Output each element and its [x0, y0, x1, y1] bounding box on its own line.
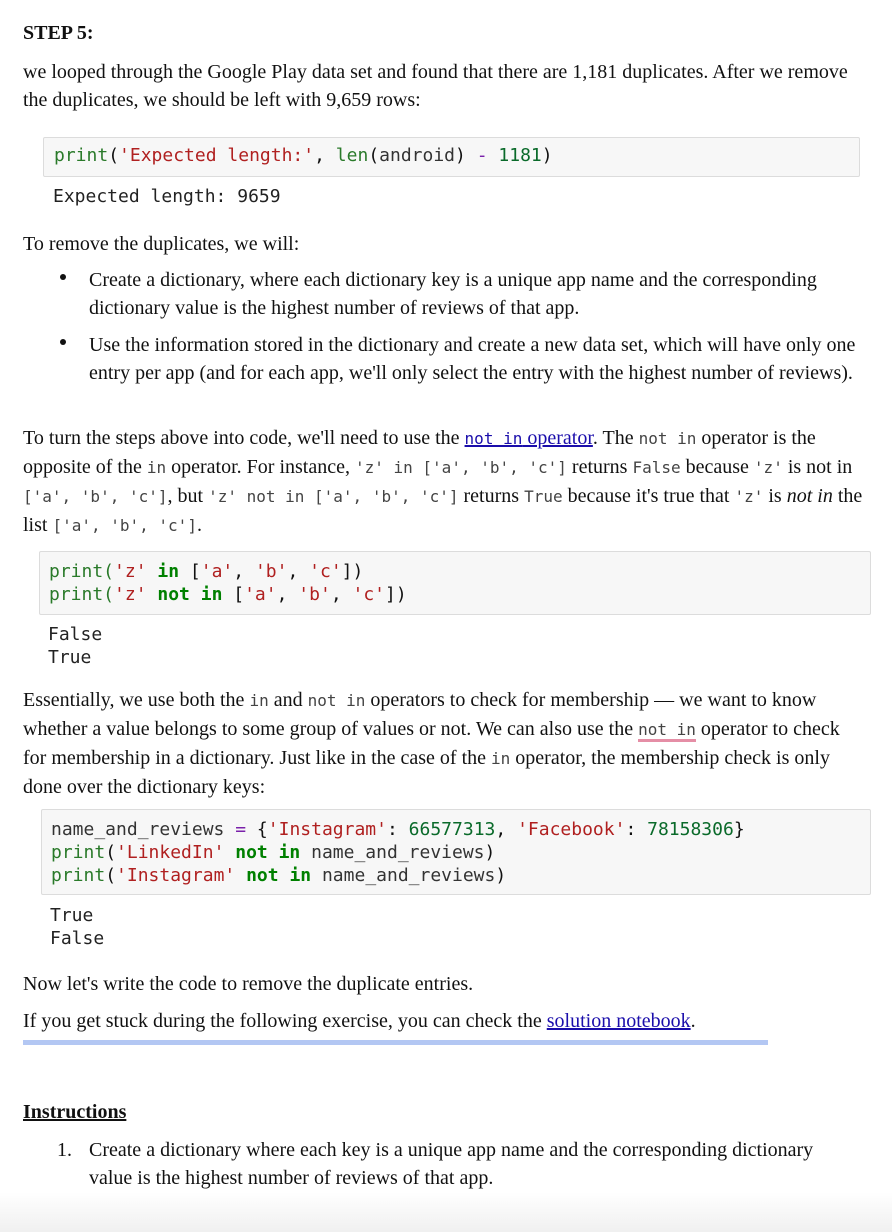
code-token: print — [54, 145, 109, 166]
output-in-not-in: False True — [48, 624, 103, 668]
membership-paragraph: Essentially, we use both the in and not in operators to check for membership — we want to know whether a value belongs to some group of values or not. We can also use the not in operator to check for membership in a dictionary. Just like in the case of the in operator, the membership check is only done over the dictionary keys: — [23, 689, 840, 798]
bottom-fade — [0, 1192, 892, 1232]
bullet-item: Create a dictionary, where each dictionary key is a unique app name and the corresponding dictionary value is the highest number of reviews of that app. — [89, 269, 817, 319]
code-token: 1181 — [498, 145, 542, 166]
solution-notebook-link[interactable]: solution notebook — [546, 1010, 691, 1032]
not-in-operator-link[interactable]: not in operator — [464, 427, 593, 449]
output-dictionary-membership: True False — [50, 905, 105, 949]
section-divider — [23, 1040, 768, 1045]
code-cell-in-not-in[interactable]: print('z' in ['a', 'b', 'c']) print('z' not in ['a', 'b', 'c']) — [39, 551, 871, 615]
code-cell-dictionary-membership[interactable]: name_and_reviews = {'Instagram': 66577313, 'Facebook': 78158306} print('LinkedIn' not in name_and_reviews) print('Instagram' not in name_and_reviews) — [41, 809, 871, 895]
now-paragraph: Now let's write the code to remove the duplicate entries. — [23, 973, 474, 995]
bullet-item: Use the information stored in the dictionary and create a new data set, which will have only one entry per app (and for each app, we'll only select the entry with the highest number of reviews). — [89, 334, 856, 384]
stuck-paragraph: If you get stuck during the following exercise, you can check the solution notebook. — [23, 1010, 696, 1032]
code-token: 'Expected length:' — [119, 145, 315, 166]
bullet-dot-icon — [60, 274, 66, 280]
instructions-heading: Instructions — [23, 1101, 127, 1123]
output-expected-length: Expected length: 9659 — [53, 186, 281, 207]
instruction-item: Create a dictionary where each key is a unique app name and the corresponding dictionary value is the highest number of reviews of that app. — [89, 1139, 814, 1189]
bullet-dot-icon — [60, 339, 66, 345]
instruction-number: 1. — [57, 1139, 72, 1161]
intro-paragraph: we looped through the Google Play data set and found that there are 1,181 duplicates. After we remove the duplicates, we should be left with 9,659 rows: — [23, 61, 848, 111]
code-token: len — [335, 145, 369, 166]
not-in-paragraph: To turn the steps above into code, we'll need to use the not in operator. The not in operator is the opposite of the in operator. For instance, 'z' in ['a', 'b', 'c'] returns False because 'z' is not in ['a', 'b', 'c'], but 'z' not in ['a', 'b', 'c'] returns True because it's true that 'z' is not in the list ['a', 'b', 'c']. — [23, 427, 863, 536]
remove-intro: To remove the duplicates, we will: — [23, 233, 300, 255]
code-token: android — [379, 145, 456, 166]
spellcheck-underline: not in — [638, 720, 696, 742]
code-cell-expected-length[interactable]: print('Expected length:', len(android) - 1181) — [43, 137, 860, 177]
step-heading: STEP 5: — [23, 22, 94, 44]
